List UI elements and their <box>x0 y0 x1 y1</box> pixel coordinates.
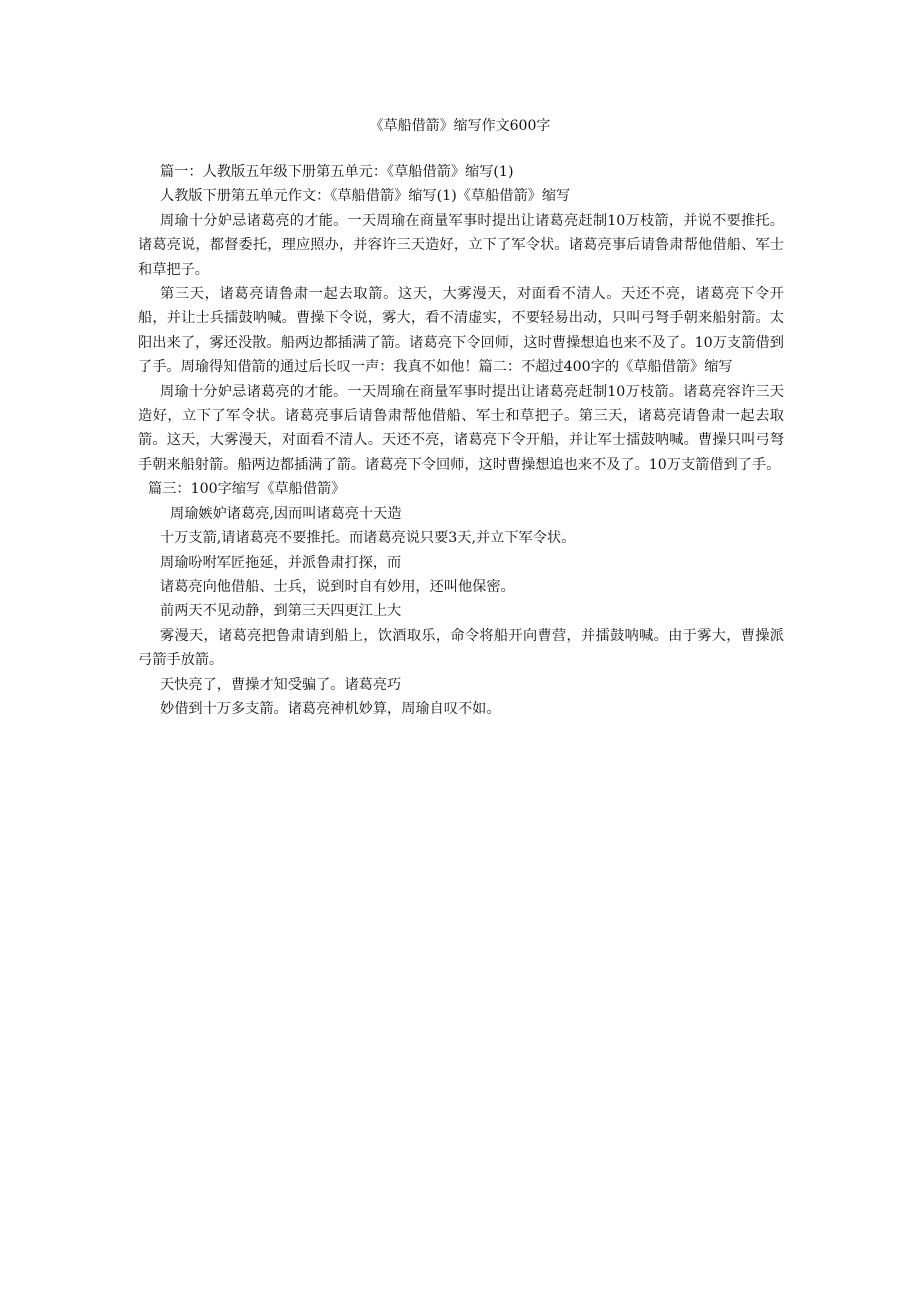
paragraph-line: 周瑜吩咐军匠拖延，并派鲁肃打探，而 <box>160 554 402 571</box>
paragraph-line: 十万支箭,请诸葛亮不要推托。而诸葛亮说只要3天,并立下军令状。 <box>160 530 576 547</box>
paragraph-subheading-1: 人教版下册第五单元作文：《草船借箭》缩写(1)《草船借箭》缩写 <box>160 188 571 205</box>
paragraph-line: 天快亮了，曹操才知受骗了。诸葛亮巧 <box>160 676 402 693</box>
paragraph-heading-3: 篇三：100字缩写《草船借箭》 <box>148 481 346 498</box>
paragraph-heading-1: 篇一：人教版五年级下册第五单元：《草船借箭》缩写(1) <box>160 164 514 180</box>
document-title: 《草船借箭》缩写作文600字 <box>369 118 551 134</box>
paragraph-body: 周瑜十分妒忌诸葛亮的才能。一天周瑜在商量军事时提出让诸葛亮赶制10万枝箭，并说不要推托。诸葛亮说，都督委托，理应照办，并容许三天造好，立下了军令状。诸葛亮事后请鲁肃帮他借船、军士和草把子。 <box>138 212 784 278</box>
paragraph-line: 前两天不见动静，到第三天四更江上大 <box>160 603 402 620</box>
paragraph-line: 妙借到十万多支箭。诸葛亮神机妙算，周瑜自叹不如。 <box>160 700 501 717</box>
paragraph-line: 周瑜嫉妒诸葛亮,因而叫诸葛亮十天造 <box>170 505 402 522</box>
paragraph-body: 第三天，诸葛亮请鲁肃一起去取箭。这天，大雾漫天，对面看不清人。天还不亮，诸葛亮下令开船，并让士兵擂鼓呐喊。曹操下令说，雾大，看不清虚实，不要轻易出动，只叫弓弩手朝来船射箭。太阳出来了，雾还没散。船两边都插满了箭。诸葛亮下令回师，这时曹操想追也来不及了。10万支箭借到了手。周瑜得知借箭的通过后长叹一声：我真不如他！篇二：不超过400字的《草船借箭》缩写 <box>138 286 784 376</box>
paragraph-body: 周瑜十分妒忌诸葛亮的才能。一天周瑜在商量军事时提出让诸葛亮赶制10万枝箭。诸葛亮容许三天造好，立下了军令状。诸葛亮事后请鲁肃帮他借船、军士和草把子。第三天，诸葛亮请鲁肃一起去取箭。这天，大雾漫天，对面看不清人。天还不亮，诸葛亮下令开船，并让军士擂鼓呐喊。曹操只叫弓弩手朝来船射箭。船两边都插满了箭。诸葛亮下令回师，这时曹操想追也来不及了。10万支箭借到了手。 <box>138 383 784 473</box>
paragraph-line: 雾漫天，诸葛亮把鲁肃请到船上，饮酒取乐，命令将船开向曹营，并擂鼓呐喊。由于雾大，曹操派弓箭手放箭。 <box>138 627 784 669</box>
paragraph-line: 诸葛亮向他借船、士兵，说到时自有妙用，还叫他保密。 <box>160 578 515 595</box>
document-body <box>138 160 784 721</box>
